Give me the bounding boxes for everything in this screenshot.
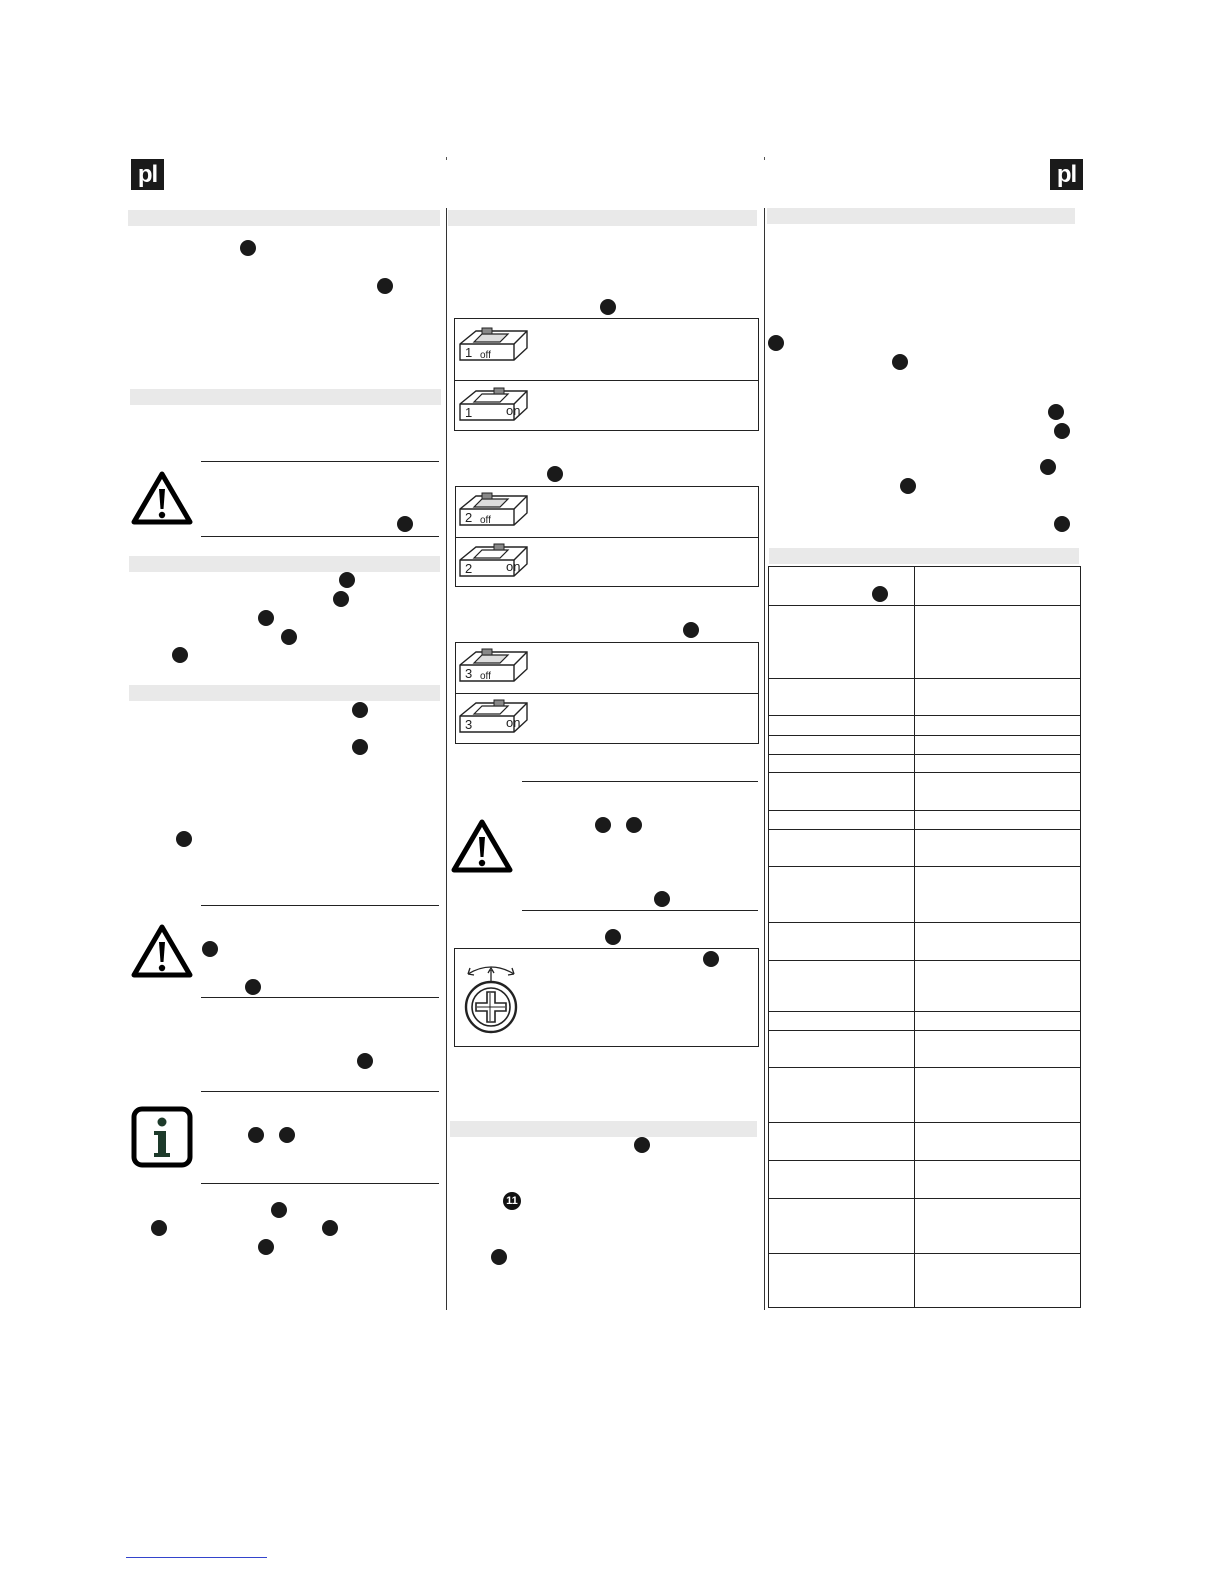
table-row-divider xyxy=(769,1253,1080,1254)
figure-ref-marker xyxy=(339,572,355,588)
switch-state: off xyxy=(480,350,491,361)
info-rule-bottom xyxy=(201,1183,439,1184)
column-divider xyxy=(764,208,765,1310)
section-heading-bar xyxy=(128,210,440,226)
figure-ref-marker xyxy=(281,629,297,645)
figure-ref-marker xyxy=(1040,459,1056,475)
switch-number: 1 xyxy=(465,405,473,420)
table-row-divider xyxy=(769,922,1080,923)
table-row-divider xyxy=(456,693,758,694)
switch-state: on xyxy=(506,559,521,574)
footer-link-underline[interactable] xyxy=(126,1557,267,1558)
warning-icon xyxy=(450,818,514,874)
warning-rule-top xyxy=(201,461,439,462)
figure-ref-marker xyxy=(1054,516,1070,532)
figure-ref-marker xyxy=(279,1127,295,1143)
figure-ref-marker xyxy=(333,591,349,607)
figure-ref-marker xyxy=(654,891,670,907)
figure-ref-marker xyxy=(172,647,188,663)
table-row-divider xyxy=(769,735,1080,736)
table-row-divider xyxy=(769,1011,1080,1012)
switch-state: off xyxy=(480,671,491,682)
table-row-divider xyxy=(769,772,1080,773)
figure-ref-marker xyxy=(245,979,261,995)
section-heading-bar xyxy=(129,556,440,572)
figure-ref-marker xyxy=(258,1239,274,1255)
figure-ref-marker xyxy=(258,610,274,626)
figure-ref-marker xyxy=(322,1220,338,1236)
table-row-divider xyxy=(769,866,1080,867)
figure-ref-marker xyxy=(605,929,621,945)
figure-ref-marker xyxy=(892,354,908,370)
table-row-divider xyxy=(769,1067,1080,1068)
warning-icon xyxy=(130,470,194,526)
figure-ref-marker xyxy=(377,278,393,294)
header-tick xyxy=(446,157,447,160)
figure-ref-marker xyxy=(683,622,699,638)
figure-ref-marker xyxy=(248,1127,264,1143)
table-row-divider xyxy=(769,810,1080,811)
figure-ref-marker xyxy=(151,1220,167,1236)
figure-ref-marker xyxy=(600,299,616,315)
figure-ref-marker xyxy=(900,478,916,494)
figure-ref-marker xyxy=(547,466,563,482)
info-rule-top xyxy=(201,1091,439,1092)
header-tick xyxy=(764,157,765,160)
figure-ref-marker xyxy=(1054,423,1070,439)
table-row-divider xyxy=(456,537,758,538)
language-badge-right: pl xyxy=(1050,159,1083,190)
switch-number: 1 xyxy=(465,345,473,360)
dip-switch-icon xyxy=(456,540,532,584)
table-row-divider xyxy=(769,754,1080,755)
table-row-divider xyxy=(769,1198,1080,1199)
technical-data-table xyxy=(768,566,1081,1308)
figure-ref-marker xyxy=(352,702,368,718)
switch-number: 2 xyxy=(465,510,473,525)
figure-ref-marker xyxy=(872,586,888,602)
language-badge-left: pl xyxy=(131,159,164,190)
warning-icon xyxy=(130,923,194,979)
switch-number: 3 xyxy=(465,666,473,681)
section-heading-bar xyxy=(130,389,441,405)
figure-ref-marker xyxy=(595,817,611,833)
table-row-divider xyxy=(769,960,1080,961)
switch-state: on xyxy=(506,403,521,418)
info-icon xyxy=(131,1106,193,1168)
figure-ref-marker-11: 11 xyxy=(503,1192,521,1210)
figure-ref-marker xyxy=(357,1053,373,1069)
section-heading-bar xyxy=(129,685,440,701)
table-row-divider xyxy=(769,829,1080,830)
table-row-divider xyxy=(769,1160,1080,1161)
column-divider xyxy=(446,208,447,1310)
switch-state: on xyxy=(506,715,521,730)
dip-switch-icon xyxy=(456,322,532,368)
dip-switch-icon xyxy=(456,489,532,531)
rotary-potentiometer-icon xyxy=(462,962,522,1036)
figure-ref-marker xyxy=(176,831,192,847)
figure-ref-marker xyxy=(634,1137,650,1153)
section-heading-bar xyxy=(769,548,1079,564)
table-row-divider xyxy=(769,1030,1080,1031)
dip-switch-icon xyxy=(456,384,532,428)
figure-ref-marker xyxy=(397,516,413,532)
section-heading-bar xyxy=(767,208,1075,224)
figure-ref-marker xyxy=(352,739,368,755)
figure-ref-marker xyxy=(768,335,784,351)
figure-ref-marker xyxy=(202,941,218,957)
table-row-divider xyxy=(769,715,1080,716)
figure-ref-marker xyxy=(491,1249,507,1265)
dip-switch-icon xyxy=(456,696,532,740)
dip-switch-icon xyxy=(456,645,532,687)
table-row-divider xyxy=(769,605,1080,606)
switch-number: 3 xyxy=(465,717,473,732)
figure-ref-marker xyxy=(240,240,256,256)
table-row-divider xyxy=(455,380,758,381)
warning-rule-bottom xyxy=(201,997,439,998)
figure-ref-marker xyxy=(626,817,642,833)
warning-rule-top xyxy=(522,781,758,782)
section-heading-bar xyxy=(450,1121,757,1137)
table-row-divider xyxy=(769,1122,1080,1123)
figure-ref-marker xyxy=(1048,404,1064,420)
figure-ref-marker xyxy=(271,1202,287,1218)
warning-rule-bottom xyxy=(522,910,758,911)
switch-state: off xyxy=(480,515,491,526)
section-heading-bar xyxy=(448,210,757,226)
warning-rule-top xyxy=(201,905,439,906)
switch-number: 2 xyxy=(465,561,473,576)
warning-rule-bottom xyxy=(201,536,439,537)
figure-ref-marker xyxy=(703,951,719,967)
table-row-divider xyxy=(769,678,1080,679)
